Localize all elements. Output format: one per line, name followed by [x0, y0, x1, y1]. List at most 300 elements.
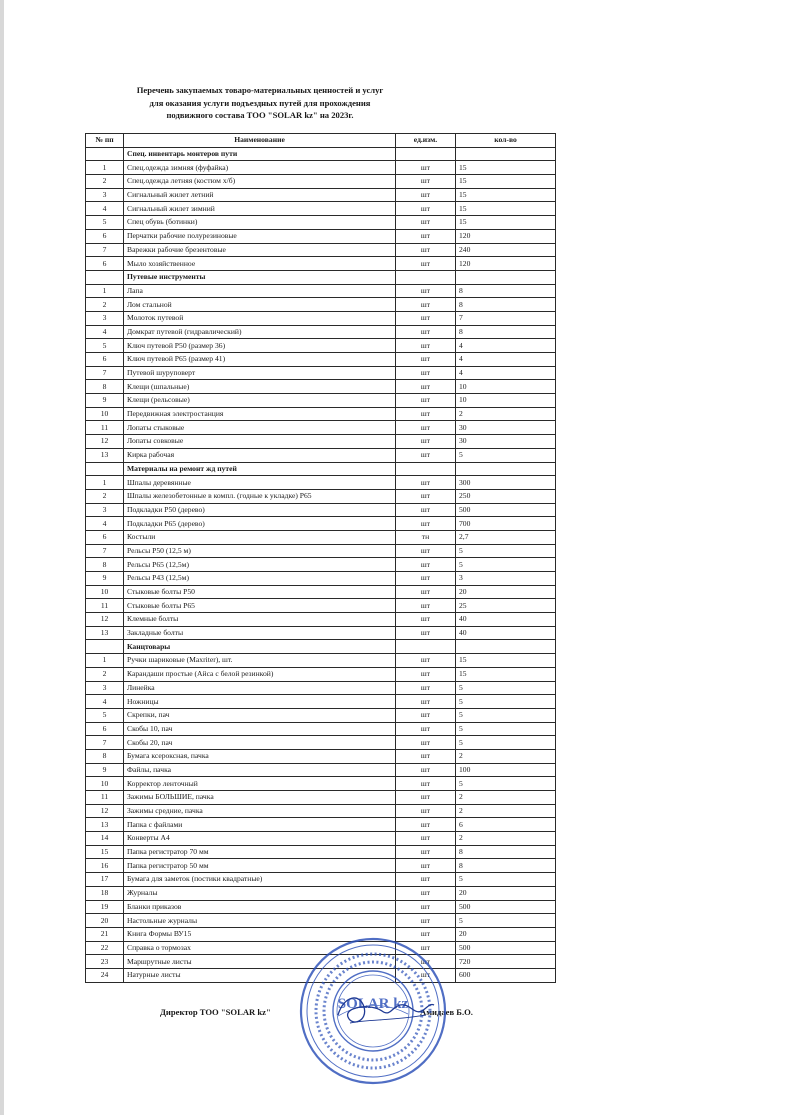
item-unit: шт: [396, 914, 456, 928]
item-unit: шт: [396, 722, 456, 736]
item-unit: шт: [396, 202, 456, 216]
table-row: [86, 708, 556, 722]
item-name: Ручки шариковые (Maxriter), шт.: [124, 654, 396, 668]
section-unit-cell: [396, 270, 456, 284]
table-row: [86, 530, 556, 544]
item-unit: шт: [396, 749, 456, 763]
item-unit: тн: [396, 530, 456, 544]
item-quantity: 15: [456, 216, 556, 230]
item-name: Скрепки, пач: [124, 708, 396, 722]
row-number: 3: [86, 503, 124, 517]
table-row: [86, 161, 556, 175]
item-name: Лапа: [124, 284, 396, 298]
item-unit: шт: [396, 243, 456, 257]
item-name: Спец.одежда зимняя (фуфайка): [124, 161, 396, 175]
row-number: 15: [86, 845, 124, 859]
row-number: 11: [86, 599, 124, 613]
section-title: Материалы на ремонт жд путей: [124, 462, 396, 476]
item-name: Папка с файлами: [124, 818, 396, 832]
item-name: Папка регистратор 50 мм: [124, 859, 396, 873]
table-row: [86, 394, 556, 408]
item-name: Молоток путевой: [124, 311, 396, 325]
item-name: Перчатки рабочие полурезиновые: [124, 229, 396, 243]
item-quantity: 5: [456, 736, 556, 750]
section-qty-cell: [456, 147, 556, 161]
table-row: [86, 243, 556, 257]
row-number: 12: [86, 613, 124, 627]
svg-text:SOLAR kz: SOLAR kz: [337, 996, 409, 1012]
table-header-row: [86, 134, 556, 148]
table-row: [86, 859, 556, 873]
item-name: Домкрат путевой (гидравлический): [124, 325, 396, 339]
item-unit: шт: [396, 968, 456, 982]
table-row: [86, 613, 556, 627]
item-unit: шт: [396, 791, 456, 805]
row-number: 12: [86, 804, 124, 818]
table-row: [86, 681, 556, 695]
item-quantity: 100: [456, 763, 556, 777]
item-quantity: 2,7: [456, 530, 556, 544]
item-unit: шт: [396, 886, 456, 900]
section-qty-cell: [456, 640, 556, 654]
row-number: 1: [86, 654, 124, 668]
item-quantity: 5: [456, 681, 556, 695]
item-name: Сигнальный жилет зимний: [124, 202, 396, 216]
section-row: [86, 640, 556, 654]
section-no-cell: [86, 640, 124, 654]
table-row: [86, 353, 556, 367]
item-name: Костыли: [124, 530, 396, 544]
row-number: 4: [86, 695, 124, 709]
row-number: 24: [86, 968, 124, 982]
item-quantity: 700: [456, 517, 556, 531]
row-number: 13: [86, 818, 124, 832]
item-quantity: 4: [456, 366, 556, 380]
item-quantity: 20: [456, 927, 556, 941]
item-quantity: 2: [456, 749, 556, 763]
item-name: Ключ путевой Р65 (размер 41): [124, 353, 396, 367]
item-quantity: 500: [456, 900, 556, 914]
item-unit: шт: [396, 763, 456, 777]
item-quantity: 4: [456, 339, 556, 353]
row-number: 9: [86, 572, 124, 586]
item-unit: шт: [396, 708, 456, 722]
item-quantity: 300: [456, 476, 556, 490]
item-quantity: 3: [456, 572, 556, 586]
item-unit: шт: [396, 435, 456, 449]
item-unit: шт: [396, 818, 456, 832]
item-unit: шт: [396, 927, 456, 941]
item-quantity: 720: [456, 955, 556, 969]
row-number: 9: [86, 394, 124, 408]
item-quantity: 2: [456, 804, 556, 818]
table-row: [86, 175, 556, 189]
table-row: [86, 914, 556, 928]
item-quantity: 40: [456, 613, 556, 627]
item-unit: шт: [396, 667, 456, 681]
item-name: Скобы 20, пач: [124, 736, 396, 750]
row-number: 1: [86, 284, 124, 298]
section-row: [86, 462, 556, 476]
item-quantity: 250: [456, 489, 556, 503]
item-quantity: 120: [456, 229, 556, 243]
table-body: [86, 147, 556, 982]
table-row: [86, 777, 556, 791]
item-unit: шт: [396, 654, 456, 668]
item-quantity: 15: [456, 188, 556, 202]
row-number: 13: [86, 626, 124, 640]
item-name: Файлы, пачка: [124, 763, 396, 777]
row-number: 8: [86, 749, 124, 763]
table-row: [86, 366, 556, 380]
table-row: [86, 886, 556, 900]
item-unit: шт: [396, 229, 456, 243]
item-quantity: 240: [456, 243, 556, 257]
document-title: [110, 84, 410, 122]
table-row: [86, 257, 556, 271]
row-number: 10: [86, 585, 124, 599]
item-quantity: 8: [456, 859, 556, 873]
row-number: 2: [86, 175, 124, 189]
item-name: Конверты А4: [124, 832, 396, 846]
section-no-cell: [86, 462, 124, 476]
row-number: 6: [86, 257, 124, 271]
section-row: [86, 147, 556, 161]
item-name: Бланки приказов: [124, 900, 396, 914]
header-unit: ед.изм.: [396, 134, 456, 148]
item-name: Скобы 10, пач: [124, 722, 396, 736]
row-number: 3: [86, 188, 124, 202]
item-unit: шт: [396, 900, 456, 914]
item-quantity: 8: [456, 284, 556, 298]
row-number: 8: [86, 380, 124, 394]
item-name: Лопаты стыковые: [124, 421, 396, 435]
item-name: Спец обувь (ботинки): [124, 216, 396, 230]
item-quantity: 15: [456, 202, 556, 216]
table-row: [86, 599, 556, 613]
table-row: [86, 572, 556, 586]
item-unit: шт: [396, 298, 456, 312]
item-unit: шт: [396, 161, 456, 175]
row-number: 17: [86, 873, 124, 887]
item-name: Стыковые болты Р65: [124, 599, 396, 613]
row-number: 10: [86, 407, 124, 421]
item-name: Клещи (рельсовые): [124, 394, 396, 408]
row-number: 5: [86, 216, 124, 230]
item-name: Маршрутные листы: [124, 955, 396, 969]
table-row: [86, 845, 556, 859]
row-number: 16: [86, 859, 124, 873]
item-quantity: 8: [456, 325, 556, 339]
item-quantity: 20: [456, 585, 556, 599]
item-unit: шт: [396, 585, 456, 599]
table-row: [86, 832, 556, 846]
item-quantity: 15: [456, 161, 556, 175]
row-number: 6: [86, 353, 124, 367]
item-name: Лопаты совковые: [124, 435, 396, 449]
item-unit: шт: [396, 804, 456, 818]
item-quantity: 30: [456, 421, 556, 435]
table-row: [86, 298, 556, 312]
item-name: Путевой шуруповерт: [124, 366, 396, 380]
title-line-1: Перечень закупаемых товаро-материальных ценностей и услуг: [136, 85, 384, 95]
table-row: [86, 229, 556, 243]
item-name: Корректор ленточный: [124, 777, 396, 791]
row-number: 20: [86, 914, 124, 928]
item-unit: шт: [396, 339, 456, 353]
item-unit: шт: [396, 832, 456, 846]
row-number: 4: [86, 202, 124, 216]
item-quantity: 30: [456, 435, 556, 449]
item-quantity: 10: [456, 394, 556, 408]
item-unit: шт: [396, 859, 456, 873]
title-line-3: подвижного состава ТОО "SOLAR kz" на 2023г.: [166, 110, 354, 120]
table-row: [86, 325, 556, 339]
item-unit: шт: [396, 544, 456, 558]
item-name: Настольные журналы: [124, 914, 396, 928]
row-number: 4: [86, 517, 124, 531]
row-number: 8: [86, 558, 124, 572]
item-name: Шпалы деревянные: [124, 476, 396, 490]
section-unit-cell: [396, 640, 456, 654]
row-number: 5: [86, 339, 124, 353]
signature-name: Амидаев Б.О.: [420, 1007, 473, 1017]
item-unit: шт: [396, 407, 456, 421]
table-row: [86, 749, 556, 763]
row-number: 7: [86, 544, 124, 558]
section-title: Канцтовары: [124, 640, 396, 654]
item-name: Бумага для заметок (постики квадратные): [124, 873, 396, 887]
table-row: [86, 873, 556, 887]
row-number: 1: [86, 161, 124, 175]
section-row: [86, 270, 556, 284]
item-unit: шт: [396, 188, 456, 202]
item-name: Спец.одежда летняя (костюм х/б): [124, 175, 396, 189]
item-name: Натурные листы: [124, 968, 396, 982]
row-number: 3: [86, 311, 124, 325]
title-line-2: для оказания услуги подъездных путей для прохождения: [149, 97, 371, 108]
item-quantity: 15: [456, 667, 556, 681]
table-row: [86, 421, 556, 435]
item-quantity: 500: [456, 941, 556, 955]
section-no-cell: [86, 270, 124, 284]
procurement-table: [85, 133, 556, 983]
item-name: Зажимы средние, пачка: [124, 804, 396, 818]
item-quantity: 8: [456, 298, 556, 312]
table-row: [86, 216, 556, 230]
item-unit: шт: [396, 503, 456, 517]
item-quantity: 25: [456, 599, 556, 613]
item-unit: шт: [396, 558, 456, 572]
table-row: [86, 476, 556, 490]
item-unit: шт: [396, 394, 456, 408]
item-unit: шт: [396, 421, 456, 435]
row-number: 6: [86, 229, 124, 243]
table-row: [86, 585, 556, 599]
item-name: Рельсы Р65 (12,5м): [124, 558, 396, 572]
section-title: Спец. инвентарь монтеров пути: [124, 147, 396, 161]
row-number: 11: [86, 421, 124, 435]
item-name: Передвижная электростанция: [124, 407, 396, 421]
table-row: [86, 804, 556, 818]
item-unit: шт: [396, 284, 456, 298]
item-quantity: 600: [456, 968, 556, 982]
item-name: Бумага ксероксная, пачка: [124, 749, 396, 763]
item-unit: шт: [396, 845, 456, 859]
table-row: [86, 558, 556, 572]
row-number: 10: [86, 777, 124, 791]
item-name: Ножницы: [124, 695, 396, 709]
row-number: 11: [86, 791, 124, 805]
row-number: 12: [86, 435, 124, 449]
item-name: Варежки рабочие брезентовые: [124, 243, 396, 257]
item-unit: шт: [396, 777, 456, 791]
row-number: 1: [86, 476, 124, 490]
item-name: Журналы: [124, 886, 396, 900]
row-number: 13: [86, 448, 124, 462]
item-name: Стыковые болты Р50: [124, 585, 396, 599]
table-row: [86, 380, 556, 394]
table-row: [86, 311, 556, 325]
row-number: 2: [86, 489, 124, 503]
item-unit: шт: [396, 216, 456, 230]
item-name: Шпалы железобетонные в компл. (годные к укладке) Р65: [124, 489, 396, 503]
table-row: [86, 407, 556, 421]
item-quantity: 40: [456, 626, 556, 640]
item-name: Линейка: [124, 681, 396, 695]
item-quantity: 2: [456, 407, 556, 421]
item-unit: шт: [396, 325, 456, 339]
item-name: Ключ путевой Р50 (размер 36): [124, 339, 396, 353]
item-quantity: 2: [456, 832, 556, 846]
row-number: 22: [86, 941, 124, 955]
item-name: Рельсы Р50 (12,5 м): [124, 544, 396, 558]
header-name: Наименование: [124, 134, 396, 148]
row-number: 14: [86, 832, 124, 846]
item-name: Папка регистратор 70 мм: [124, 845, 396, 859]
item-quantity: 20: [456, 886, 556, 900]
page-edge: [0, 0, 4, 1115]
item-quantity: 5: [456, 873, 556, 887]
table-row: [86, 544, 556, 558]
item-quantity: 15: [456, 175, 556, 189]
row-number: 7: [86, 243, 124, 257]
row-number: 2: [86, 298, 124, 312]
item-unit: шт: [396, 955, 456, 969]
item-unit: шт: [396, 311, 456, 325]
item-name: Рельсы Р43 (12,5м): [124, 572, 396, 586]
item-name: Сигнальный жилет летний: [124, 188, 396, 202]
row-number: 7: [86, 366, 124, 380]
item-name: Клемные болты: [124, 613, 396, 627]
item-unit: шт: [396, 448, 456, 462]
table-row: [86, 202, 556, 216]
item-unit: шт: [396, 353, 456, 367]
table-row: [86, 900, 556, 914]
item-name: Книга Формы ВУ15: [124, 927, 396, 941]
item-name: Подкладки Р50 (дерево): [124, 503, 396, 517]
row-number: 18: [86, 886, 124, 900]
table-row: [86, 435, 556, 449]
section-unit-cell: [396, 147, 456, 161]
row-number: 19: [86, 900, 124, 914]
table-row: [86, 284, 556, 298]
table-row: [86, 736, 556, 750]
section-qty-cell: [456, 270, 556, 284]
item-quantity: 5: [456, 914, 556, 928]
row-number: 7: [86, 736, 124, 750]
header-qty: кол-во: [456, 134, 556, 148]
row-number: 4: [86, 325, 124, 339]
table-row: [86, 188, 556, 202]
item-quantity: 8: [456, 845, 556, 859]
row-number: 3: [86, 681, 124, 695]
table-row: [86, 503, 556, 517]
item-unit: шт: [396, 681, 456, 695]
item-unit: шт: [396, 366, 456, 380]
item-unit: шт: [396, 613, 456, 627]
item-unit: шт: [396, 626, 456, 640]
table-row: [86, 818, 556, 832]
item-name: Справка о тормозах: [124, 941, 396, 955]
item-unit: шт: [396, 736, 456, 750]
table-row: [86, 626, 556, 640]
table-row: [86, 722, 556, 736]
table-row: [86, 654, 556, 668]
item-unit: шт: [396, 599, 456, 613]
item-name: Кирка рабочая: [124, 448, 396, 462]
table-row: [86, 517, 556, 531]
item-unit: шт: [396, 489, 456, 503]
table-row: [86, 763, 556, 777]
item-name: Закладные болты: [124, 626, 396, 640]
item-unit: шт: [396, 941, 456, 955]
item-quantity: 6: [456, 818, 556, 832]
signature-position: Директор ТОО "SOLAR kz": [160, 1007, 271, 1017]
item-quantity: 4: [456, 353, 556, 367]
section-no-cell: [86, 147, 124, 161]
table-row: [86, 667, 556, 681]
table-row: [86, 448, 556, 462]
item-name: Клещи (шпальные): [124, 380, 396, 394]
item-quantity: 120: [456, 257, 556, 271]
item-quantity: 7: [456, 311, 556, 325]
item-unit: шт: [396, 517, 456, 531]
handwritten-signature: [330, 985, 440, 1035]
row-number: 6: [86, 722, 124, 736]
item-quantity: 500: [456, 503, 556, 517]
item-name: Подкладки Р65 (дерево): [124, 517, 396, 531]
section-title: Путевые инструменты: [124, 270, 396, 284]
item-unit: шт: [396, 873, 456, 887]
item-quantity: 2: [456, 791, 556, 805]
item-quantity: 5: [456, 695, 556, 709]
item-quantity: 5: [456, 777, 556, 791]
row-number: 23: [86, 955, 124, 969]
table-row: [86, 791, 556, 805]
item-quantity: 5: [456, 722, 556, 736]
row-number: 6: [86, 530, 124, 544]
table-row: [86, 695, 556, 709]
table-row: [86, 489, 556, 503]
item-name: Мыло хозяйственное: [124, 257, 396, 271]
item-quantity: 10: [456, 380, 556, 394]
item-unit: шт: [396, 380, 456, 394]
item-quantity: 5: [456, 558, 556, 572]
item-name: Лом стальной: [124, 298, 396, 312]
item-unit: шт: [396, 476, 456, 490]
item-quantity: 15: [456, 654, 556, 668]
